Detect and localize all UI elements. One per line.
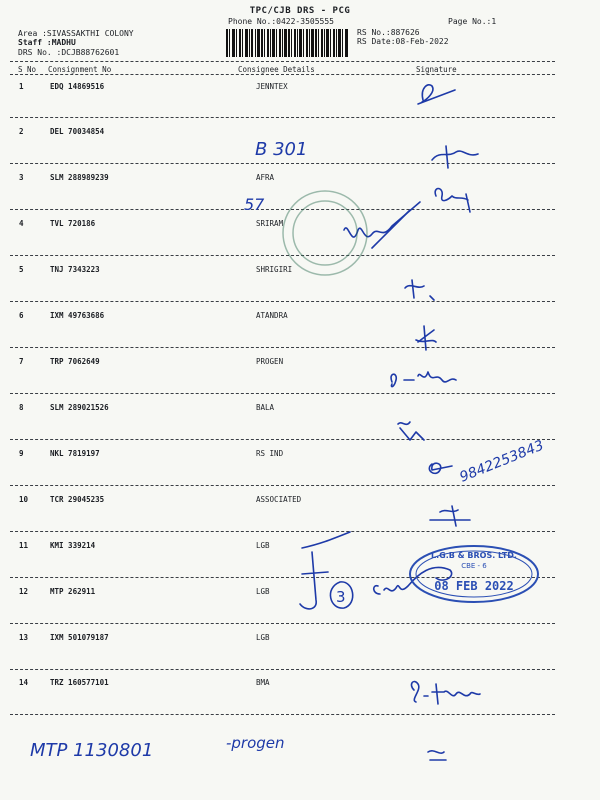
row-divider [10,209,555,210]
phone-note: 9842253843 [457,437,547,486]
header-divider-top [10,61,555,62]
signature-row-1 [418,85,455,104]
signature-row-4 [344,202,420,237]
row-consignment: EDQ 14869516 [50,82,105,91]
row-details: PROGEN [256,357,284,366]
signature-row-12 [374,567,452,594]
row-sno: 14 [19,678,29,687]
row-consignment: NKL 7819197 [50,449,100,458]
row-details: BALA [256,403,275,412]
area-field: Area :SIVASSAKTHI COLONY [18,29,134,38]
row-divider [10,623,555,624]
row-divider [10,714,555,715]
row-consignment: SLM 288989239 [50,173,109,182]
row-details: LGB [256,633,270,642]
note-b301: B 301 [255,139,308,160]
row-consignment: IXM 49763686 [50,311,105,320]
signature-row-10 [430,506,470,526]
row-sno: 12 [19,587,29,596]
row-consignment: TCR 29045235 [50,495,105,504]
row-consignment: SLM 289021526 [50,403,109,412]
row-divider [10,669,555,670]
col-details: Consignee Details [238,65,315,74]
row-details: LGB [256,587,270,596]
bottom-note-progen: -progen [226,734,285,752]
row-details: JENNTEX [256,82,288,91]
row-details: ASSOCIATED [256,495,302,504]
row-details: SHRIGIRI [256,265,293,274]
row-consignment: TRP 7062649 [50,357,100,366]
checkmark-row-4 [372,210,410,248]
faded-stamp-row-4 [283,191,367,275]
row-sno: 1 [19,82,24,91]
note-57: 57 [244,195,265,214]
page-number: Page No.:1 [448,17,497,26]
row-consignment: DEL 70034854 [50,127,105,136]
bottom-note-mtp: MTP 1130801 [30,740,154,761]
signature-row-14 [411,682,480,704]
row-sno: 5 [19,265,24,274]
row-details: SRIRAM [256,219,284,228]
row-consignment: KMI 339214 [50,541,96,550]
row-consignment: MTP 262911 [50,587,96,596]
barcode [226,29,348,57]
signature-row-7 [391,372,456,387]
row-details: AFRA [256,173,275,182]
row-consignment: TRZ 160577101 [50,678,109,687]
signature-row-9 [429,463,452,473]
row-divider [10,393,555,394]
row-divider [10,117,555,118]
column-headers [0,65,600,79]
row-divider [10,163,555,164]
row-divider [10,577,555,578]
header-divider-bottom [10,74,555,75]
circled-number: 3 [336,588,346,606]
signature-row-5 [405,280,434,300]
signature-row-11 [300,532,350,609]
row-sno: 11 [19,541,29,550]
phone-number: Phone No.:0422-3505555 [228,17,334,26]
signature-bottom [428,751,446,760]
row-sno: 7 [19,357,24,366]
stamp-city: CBE - 6 [461,562,487,570]
row-sno: 10 [19,495,29,504]
rs-number: RS No.:887626 [357,28,420,37]
row-consignment: TVL 720186 [50,219,96,228]
signature-row-8 [398,422,424,440]
row-sno: 9 [19,449,24,458]
staff-field: Staff :MADHU [18,38,76,47]
row-details: BMA [256,678,270,687]
row-divider [10,301,555,302]
col-signature: Signature [416,65,457,74]
row-sno: 13 [19,633,29,642]
row-consignment: IXM 501079187 [50,633,109,642]
col-sno: S No [18,65,37,74]
drs-number: DRS No. :DCJB88762601 [18,48,120,57]
row-sno: 8 [19,403,24,412]
row-divider [10,347,555,348]
document-title: TPC/CJB DRS - PCG [249,6,351,16]
row-details: ATANDRA [256,311,288,320]
circle-around-3 [330,582,352,608]
row-details: RS IND [256,449,284,458]
row-sno: 4 [19,219,24,228]
row-sno: 2 [19,127,24,136]
row-divider [10,255,555,256]
rs-date: RS Date:08-Feb-2022 [357,37,449,46]
row-divider [10,531,555,532]
company-stamp [410,546,538,602]
row-details: LGB [256,541,270,550]
row-consignment: TNJ 7343223 [50,265,100,274]
stamp-company: L.G.B & BROS. LTD. [431,551,517,560]
row-divider [10,485,555,486]
col-consignment: Consignment No [48,65,112,74]
row-sno: 3 [19,173,24,182]
signature-row-2 [432,146,478,168]
stamp-date: 08 FEB 2022 [434,579,514,593]
row-divider [10,439,555,440]
row-sno: 6 [19,311,24,320]
